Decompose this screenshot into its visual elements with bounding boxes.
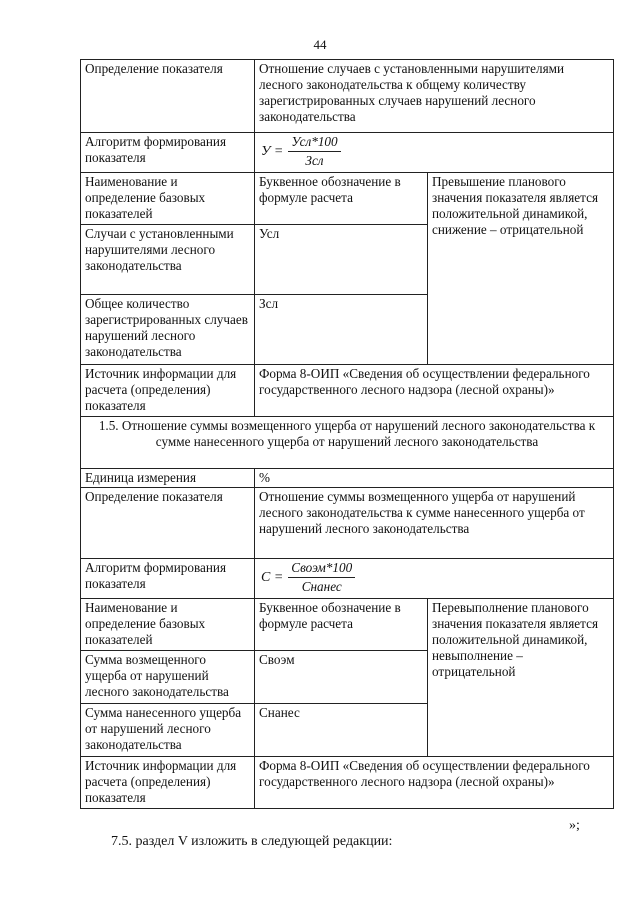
table-row — [81, 599, 614, 651]
definition-label: Определение показателя — [81, 488, 255, 559]
algorithm-label: Алгоритм формирования показателя — [81, 559, 255, 599]
formula-denominator: Зсл — [305, 153, 324, 168]
base-row-name: Общее количество зарегистрированных случаев нарушений лесного законодательства — [81, 295, 255, 365]
formula — [259, 560, 609, 595]
table-row — [81, 133, 614, 173]
table-row — [81, 173, 614, 225]
dynamics-text: Превышение планового значения показателя является положительной динамикой, снижение – отрицательной — [428, 173, 614, 365]
closing-quote: »; — [569, 818, 580, 833]
formula-cell — [255, 559, 614, 599]
letter-label: Буквенное обозначение в формуле расчета — [255, 599, 428, 651]
formula-numerator: Своэм*100 — [288, 560, 355, 578]
table-row — [81, 417, 614, 469]
table-row — [81, 757, 614, 809]
base-row-symbol: Усл — [255, 225, 428, 295]
formula-numerator: Усл*100 — [288, 134, 340, 152]
table-row — [81, 559, 614, 599]
formula-cell — [255, 133, 614, 173]
base-row-symbol: Своэм — [255, 651, 428, 704]
base-row-symbol: Зсл — [255, 295, 428, 365]
definition-text: Отношение суммы возмещенного ущерба от нарушений лесного законодательства к сумме нанесенного ущерба от нарушений лесного законодательства — [255, 488, 614, 559]
table-row — [81, 60, 614, 133]
formula-fraction — [288, 134, 340, 169]
formula-denominator: Снанес — [301, 579, 342, 594]
formula-lhs: У = — [261, 143, 284, 159]
base-row-symbol: Снанес — [255, 704, 428, 757]
source-text: Форма 8-ОИП «Сведения об осуществлении федерального государственного лесного надзора (лесной охраны)» — [255, 757, 614, 809]
formula — [259, 134, 609, 169]
table-row — [81, 469, 614, 488]
table-row — [81, 365, 614, 417]
formula-lhs: С = — [261, 569, 284, 585]
base-row-name: Сумма возмещенного ущерба от нарушений лесного законодательства — [81, 651, 255, 704]
dynamics-text: Перевыполнение планового значения показателя является положительной динамикой, невыполнение – отрицательной — [428, 599, 614, 757]
table-row — [81, 488, 614, 559]
source-text: Форма 8-ОИП «Сведения об осуществлении федерального государственного лесного надзора (лесной охраны)» — [255, 365, 614, 417]
algorithm-label: Алгоритм формирования показателя — [81, 133, 255, 173]
unit-label: Единица измерения — [81, 469, 255, 488]
letter-label: Буквенное обозначение в формуле расчета — [255, 173, 428, 225]
definition-label: Определение показателя — [81, 60, 255, 133]
base-name-label: Наименование и определение базовых показателей — [81, 599, 255, 651]
unit-value: % — [255, 469, 614, 488]
base-row-name: Сумма нанесенного ущерба от нарушений лесного законодательства — [81, 704, 255, 757]
formula-fraction — [288, 560, 355, 595]
section-title: 1.5. Отношение суммы возмещенного ущерба от нарушений лесного законодательства к сумме нанесенного ущерба от нарушений лесного законодательства — [81, 417, 614, 469]
source-label: Источник информации для расчета (определения) показателя — [81, 365, 255, 417]
source-label: Источник информации для расчета (определения) показателя — [81, 757, 255, 809]
base-name-label: Наименование и определение базовых показателей — [81, 173, 255, 225]
footer-instruction: 7.5. раздел V изложить в следующей редакции: — [111, 834, 393, 849]
definition-text: Отношение случаев с установленными нарушителями лесного законодательства к общему количеству зарегистрированных случаев нарушений лесного законодательства — [255, 60, 614, 133]
indicator-table — [80, 59, 614, 809]
base-row-name: Случаи с установленными нарушителями лесного законодательства — [81, 225, 255, 295]
page-number: 44 — [313, 37, 327, 52]
